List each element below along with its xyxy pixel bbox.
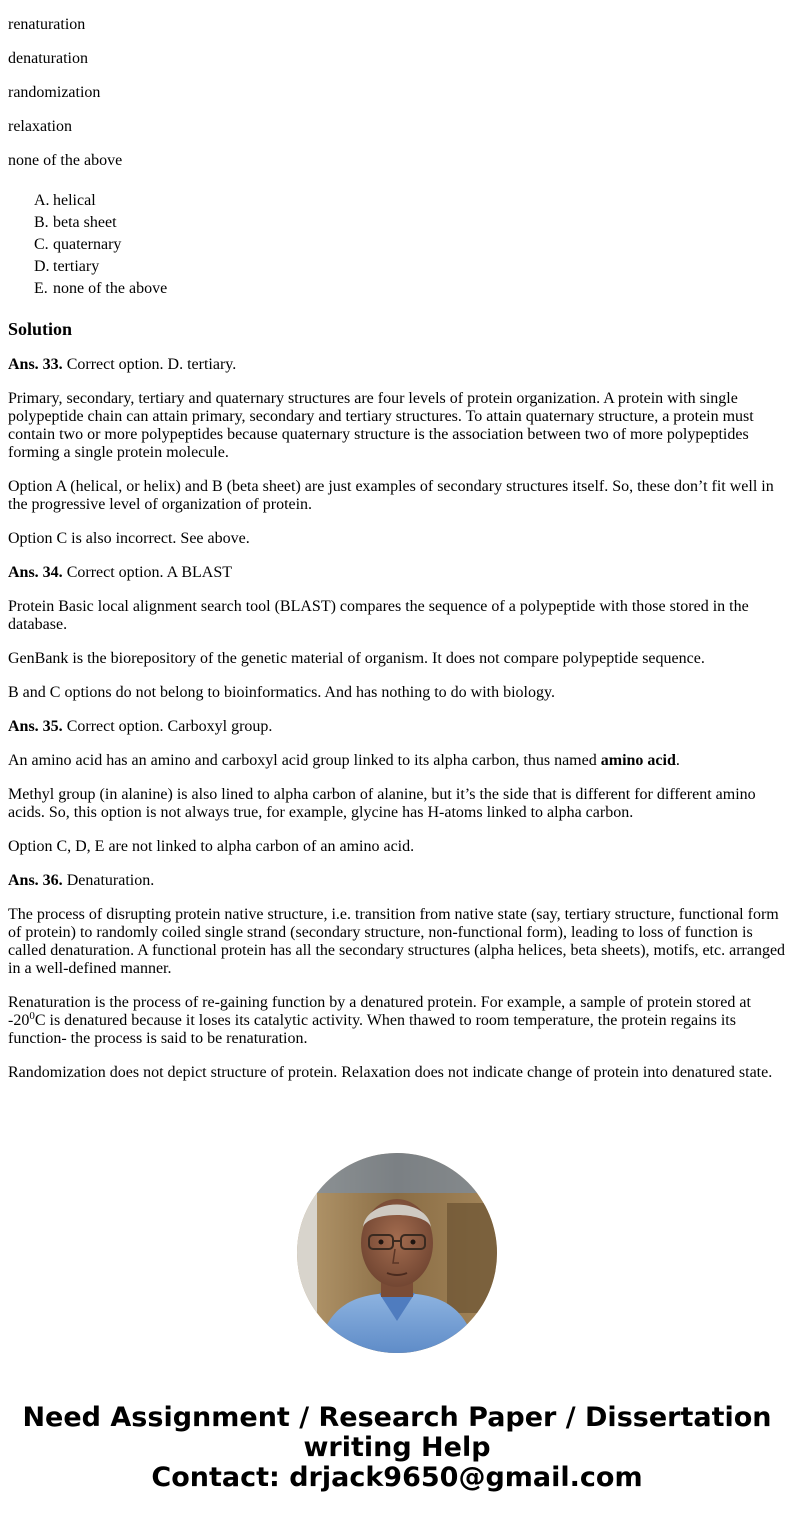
paragraph: Option C, D, E are not linked to alpha carbon of an amino acid. (8, 838, 415, 855)
option-text: denaturation (8, 50, 88, 67)
document-body (8, 0, 786, 1082)
paragraph: The process of disrupting protein native structure, i.e. transition from native state (say, tertiary structure, functional form of protein) to randomly coiled single strand (secondary structure, non-functional form), leading to loss of function is called denaturation. A functional protein has all the secondary structures (alpha helices, beta sheets), motifs, etc. arranged in a well-defined manner. (8, 906, 786, 977)
answer-36: Ans. 36. Denaturation. (8, 872, 155, 889)
answer-35: Ans. 35. Correct option. Carboxyl group. (8, 718, 273, 735)
answer-34: Ans. 34. Correct option. A BLAST (8, 564, 233, 581)
list-item: E. none of the above (34, 280, 168, 297)
paragraph: Randomization does not depict structure of protein. Relaxation does not indicate change of protein into denatured state. (8, 1064, 773, 1081)
list-item: C. quaternary (34, 236, 122, 253)
paragraph: Option A (helical, or helix) and B (beta sheet) are just examples of secondary structures itself. So, these don’t fit well in the progressive level of organization of protein. (8, 478, 774, 513)
paragraph: Option C is also incorrect. See above. (8, 530, 250, 547)
option-text: renaturation (8, 16, 86, 33)
list-item: A. helical (34, 192, 96, 209)
option-text: relaxation (8, 118, 72, 135)
list-item: B. beta sheet (34, 214, 117, 231)
contact-email: Contact: drjack9650@gmail.com (151, 1462, 643, 1493)
answer-33: Ans. 33. Correct option. D. tertiary. (8, 356, 237, 373)
option-text: randomization (8, 84, 101, 101)
paragraph: B and C options do not belong to bioinformatics. And has nothing to do with biology. (8, 684, 555, 701)
paragraph: Protein Basic local alignment search tool (BLAST) compares the sequence of a polypeptide with those stored in the database. (8, 598, 749, 633)
author-avatar (297, 1153, 497, 1353)
paragraph: Primary, secondary, tertiary and quaternary structures are four levels of protein organization. A protein with single polypeptide chain can attain primary, secondary and tertiary structures. To attain quaternary structure, a protein must contain two or more polypeptides because quaternary structure is the association between two of more polypeptides forming a single protein molecule. (8, 390, 754, 461)
option-text: none of the above (8, 152, 123, 169)
author-portrait-image (297, 1153, 497, 1353)
paragraph: An amino acid has an amino and carboxyl acid group linked to its alpha carbon, thus named amino acid. (8, 752, 680, 769)
promo-line: writing Help (303, 1432, 491, 1463)
paragraph: GenBank is the biorepository of the genetic material of organism. It does not compare polypeptide sequence. (8, 650, 705, 667)
paragraph: Renaturation is the process of re-gaining function by a denatured protein. For example, a sample of protein stored at $-20^0C$ is denatured because it loses its catalytic activity. When thawed to room temperature, the protein regains its function- the process is said to be renaturation. (8, 994, 751, 1047)
promo-line: Need Assignment / Research Paper / Dissertation (22, 1402, 772, 1433)
list-item: D. tertiary (34, 258, 100, 275)
solution-heading: Solution (8, 319, 73, 339)
promo-banner (0, 1403, 794, 1493)
choice-list (8, 190, 786, 300)
paragraph: Methyl group (in alanine) is also lined to alpha carbon of alanine, but it’s the side that is different for different amino acids. So, this option is not always true, for example, glycine has H-atoms linked to alpha carbon. (8, 786, 756, 821)
